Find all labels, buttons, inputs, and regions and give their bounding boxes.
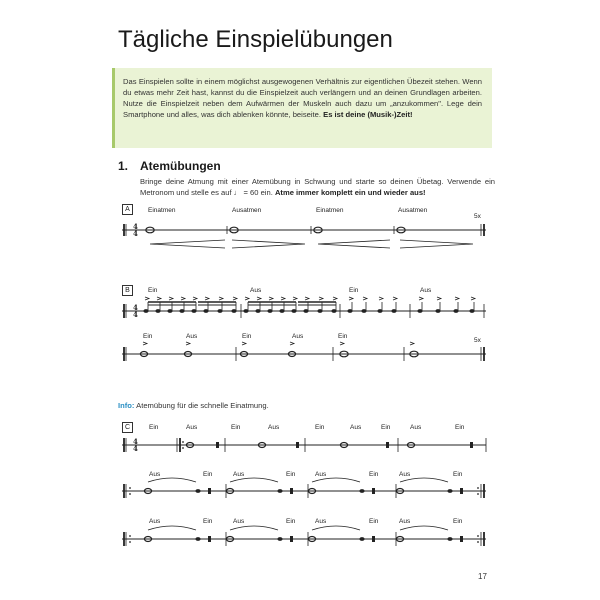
intro-bold-text: Es ist deine (Musik-)Zeit! bbox=[323, 110, 413, 119]
breath-label: Aus bbox=[186, 333, 198, 340]
breath-label: Aus bbox=[399, 518, 411, 525]
info-text: Atemübung für die schnelle Einatmung. bbox=[136, 401, 269, 410]
page-number: 17 bbox=[478, 572, 487, 581]
breath-label: Ein bbox=[231, 424, 241, 431]
breath-label: Aus bbox=[233, 518, 245, 525]
breath-label: Aus bbox=[268, 424, 280, 431]
section-title: Atemübungen bbox=[140, 159, 221, 173]
tempo-marking: ♩ = 60 bbox=[233, 188, 259, 197]
breath-label: Ein bbox=[369, 518, 379, 525]
svg-text:4: 4 bbox=[133, 229, 138, 238]
breath-label: Aus bbox=[292, 333, 304, 340]
exercise-c-label: C bbox=[122, 422, 133, 433]
info-label: Info: bbox=[118, 401, 135, 410]
breath-label: Ausatmen bbox=[398, 207, 428, 214]
breath-label: Einatmen bbox=[148, 207, 176, 214]
breath-label: Ein bbox=[453, 471, 463, 478]
breath-label: Ein bbox=[286, 471, 296, 478]
breath-label: Ein bbox=[286, 518, 296, 525]
intro-text: Das Einspielen sollte in einem möglichst ausgewogenen Verhältnis zur eigentlichen Übezeit stehen. Wenn du etwas mehr Zeit hast, kannst du die Einspielzeit auch verlängern und an deinen Grundlagen arbeiten. Nutze die Einspielzeit neben dem Aufwärmen der Muskeln auch dazu um „anzukommen". Lege dein Smartphone und alles, was dich ablenken könnte, beiseite. bbox=[123, 77, 482, 119]
breath-label: Ein bbox=[338, 333, 348, 340]
paragraph-text: Bringe deine Atmung mit einer Atemübung in Schwung und starte so deinen Übetag. Verwende ein Metronom und stelle es auf bbox=[140, 177, 495, 197]
breath-label: Aus bbox=[410, 424, 422, 431]
paragraph-text-after: ein. bbox=[260, 188, 273, 197]
breath-label: Aus bbox=[186, 424, 198, 431]
breath-label: Aus bbox=[149, 471, 161, 478]
breath-label: Ein bbox=[315, 424, 325, 431]
breath-label: Ein bbox=[349, 287, 359, 294]
staff-c2 bbox=[122, 478, 486, 498]
repeat-count: 5x bbox=[474, 213, 481, 220]
staff-b2 bbox=[122, 342, 486, 361]
breath-label: Aus bbox=[149, 518, 161, 525]
paragraph-bold: Atme immer komplett ein und wieder aus! bbox=[274, 188, 426, 197]
breath-label: Ein bbox=[453, 518, 463, 525]
breath-label: Einatmen bbox=[316, 207, 344, 214]
breath-label: Aus bbox=[420, 287, 432, 294]
breath-label: Aus bbox=[233, 471, 245, 478]
staff-a bbox=[122, 224, 486, 248]
breath-label: Ein bbox=[203, 518, 213, 525]
breath-label: Aus bbox=[399, 471, 411, 478]
svg-text:4: 4 bbox=[133, 303, 138, 312]
breath-label: Aus bbox=[250, 287, 262, 294]
section-number: 1. bbox=[118, 159, 129, 173]
breath-label: Aus bbox=[315, 518, 327, 525]
exercise-a-label: A bbox=[122, 204, 133, 215]
svg-text:4: 4 bbox=[133, 444, 138, 453]
breath-label: Ein bbox=[381, 424, 391, 431]
breath-label: Aus bbox=[315, 471, 327, 478]
svg-text:4: 4 bbox=[133, 437, 138, 446]
svg-text:4: 4 bbox=[133, 222, 138, 231]
exercise-b-label: B bbox=[122, 285, 133, 296]
breath-label: Aus bbox=[350, 424, 362, 431]
breath-label: Ein bbox=[242, 333, 252, 340]
staff-b1 bbox=[122, 297, 486, 318]
breath-label: Ein bbox=[148, 287, 158, 294]
staff-c3 bbox=[122, 526, 486, 546]
page-title: Tägliche Einspielübungen bbox=[118, 26, 393, 53]
staff-c1 bbox=[122, 438, 486, 452]
repeat-count: 5x bbox=[474, 337, 481, 344]
breath-label: Ein bbox=[149, 424, 159, 431]
breath-label: Ein bbox=[143, 333, 153, 340]
breath-label: Ein bbox=[455, 424, 465, 431]
breath-label: Ein bbox=[369, 471, 379, 478]
breath-label: Ausatmen bbox=[232, 207, 262, 214]
breath-label: Ein bbox=[203, 471, 213, 478]
svg-text:4: 4 bbox=[133, 310, 138, 319]
